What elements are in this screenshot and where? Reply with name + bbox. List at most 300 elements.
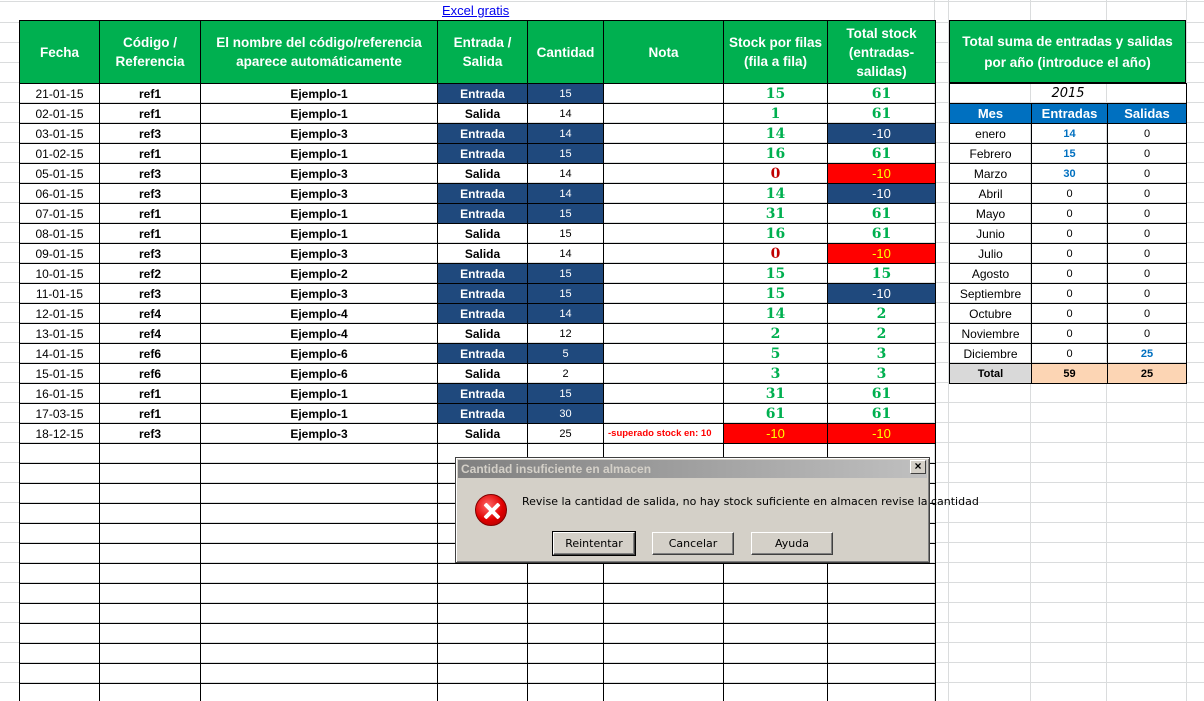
table-row (20, 344, 936, 364)
movimiento-cell[interactable]: Entrada (438, 284, 528, 304)
table-row (20, 424, 936, 444)
nombre-cell[interactable]: Ejemplo-1 (201, 144, 438, 164)
empty-cell[interactable] (828, 684, 936, 701)
header-nota[interactable]: Nota (604, 21, 724, 84)
empty-cell[interactable] (724, 624, 828, 644)
fecha-cell[interactable]: 13-01-15 (20, 324, 100, 344)
cantidad-cell[interactable]: 14 (528, 184, 604, 204)
nota-cell[interactable] (604, 344, 724, 364)
referencia-cell[interactable]: ref3 (100, 164, 201, 184)
total-stock-cell[interactable]: 61 (828, 144, 936, 164)
cantidad-cell[interactable]: 15 (528, 84, 604, 104)
entradas-cell[interactable]: 0 (1032, 184, 1108, 204)
table-row (20, 204, 936, 224)
header-entradas[interactable]: Entradas (1032, 104, 1108, 124)
empty-cell[interactable] (438, 624, 528, 644)
empty-cell[interactable] (20, 644, 100, 664)
fecha-cell[interactable]: 08-01-15 (20, 224, 100, 244)
total-stock-cell[interactable]: 2 (828, 304, 936, 324)
fecha-cell[interactable]: 09-01-15 (20, 244, 100, 264)
month-cell[interactable]: Diciembre (950, 344, 1032, 364)
empty-cell[interactable] (828, 584, 936, 604)
empty-cell[interactable] (201, 544, 438, 564)
month-cell[interactable]: Octubre (950, 304, 1032, 324)
referencia-cell[interactable]: ref1 (100, 104, 201, 124)
referencia-cell[interactable]: ref1 (100, 84, 201, 104)
month-cell[interactable]: Abril (950, 184, 1032, 204)
nombre-cell[interactable]: Ejemplo-2 (201, 264, 438, 284)
movimiento-cell[interactable]: Entrada (438, 264, 528, 284)
movimiento-cell[interactable]: Entrada (438, 184, 528, 204)
movimiento-cell[interactable]: Salida (438, 104, 528, 124)
month-cell[interactable]: Julio (950, 244, 1032, 264)
stock-cell[interactable]: 14 (724, 304, 828, 324)
entradas-cell[interactable]: 0 (1032, 324, 1108, 344)
movimiento-cell[interactable]: Entrada (438, 144, 528, 164)
empty-cell[interactable] (828, 664, 936, 684)
entradas-cell[interactable]: 0 (1032, 304, 1108, 324)
referencia-cell[interactable]: ref3 (100, 244, 201, 264)
empty-cell[interactable] (20, 584, 100, 604)
entradas-cell[interactable]: 14 (1032, 124, 1108, 144)
stock-cell[interactable]: 0 (724, 244, 828, 264)
table-row (20, 124, 936, 144)
nombre-cell[interactable]: Ejemplo-1 (201, 384, 438, 404)
empty-cell[interactable] (20, 604, 100, 624)
table-row (20, 164, 936, 184)
total-stock-cell[interactable]: 61 (828, 104, 936, 124)
fecha-cell[interactable]: 15-01-15 (20, 364, 100, 384)
summary-table (949, 83, 1187, 384)
empty-cell[interactable] (100, 564, 201, 584)
salidas-cell[interactable]: 25 (1108, 344, 1187, 364)
nota-cell[interactable] (604, 264, 724, 284)
cantidad-cell[interactable]: 14 (528, 304, 604, 324)
cantidad-cell[interactable]: 30 (528, 404, 604, 424)
empty-row (20, 584, 936, 604)
total-stock-cell[interactable]: 3 (828, 364, 936, 384)
fecha-cell[interactable]: 21-01-15 (20, 84, 100, 104)
cantidad-cell[interactable]: 15 (528, 284, 604, 304)
header-total-stock[interactable]: Total stock (entradas-salidas) (828, 21, 936, 84)
referencia-cell[interactable]: ref3 (100, 124, 201, 144)
empty-cell[interactable] (724, 584, 828, 604)
month-cell[interactable]: Junio (950, 224, 1032, 244)
empty-row (20, 624, 936, 644)
total-stock-cell[interactable]: -10 (828, 424, 936, 444)
empty-cell[interactable] (528, 584, 604, 604)
empty-row (20, 684, 936, 701)
referencia-cell[interactable]: ref1 (100, 384, 201, 404)
empty-cell[interactable] (20, 444, 100, 464)
empty-cell[interactable] (201, 644, 438, 664)
entradas-cell[interactable]: 0 (1032, 224, 1108, 244)
empty-cell[interactable] (604, 684, 724, 701)
referencia-cell[interactable]: ref1 (100, 204, 201, 224)
stock-cell[interactable]: 31 (724, 204, 828, 224)
stock-cell[interactable]: 16 (724, 224, 828, 244)
stock-cell[interactable]: 1 (724, 104, 828, 124)
fecha-cell[interactable]: 10-01-15 (20, 264, 100, 284)
nota-cell[interactable] (604, 144, 724, 164)
header-movimiento[interactable]: Entrada / Salida (438, 21, 528, 84)
stock-cell[interactable]: 14 (724, 124, 828, 144)
fecha-cell[interactable]: 01-02-15 (20, 144, 100, 164)
movimiento-cell[interactable]: Entrada (438, 384, 528, 404)
total-stock-cell[interactable]: -10 (828, 284, 936, 304)
total-stock-cell[interactable]: 61 (828, 404, 936, 424)
nota-cell[interactable] (604, 124, 724, 144)
nombre-cell[interactable]: Ejemplo-3 (201, 284, 438, 304)
fecha-cell[interactable]: 05-01-15 (20, 164, 100, 184)
empty-cell[interactable] (201, 504, 438, 524)
empty-cell[interactable] (100, 444, 201, 464)
movimiento-cell[interactable]: Salida (438, 244, 528, 264)
month-cell[interactable]: Agosto (950, 264, 1032, 284)
entradas-cell[interactable]: 0 (1032, 204, 1108, 224)
empty-cell[interactable] (604, 624, 724, 644)
referencia-cell[interactable]: ref3 (100, 284, 201, 304)
dialog-title[interactable]: Cantidad insuficiente en almacen (458, 460, 927, 478)
empty-cell[interactable] (724, 604, 828, 624)
cantidad-cell[interactable]: 14 (528, 164, 604, 184)
referencia-cell[interactable]: ref6 (100, 364, 201, 384)
empty-cell[interactable] (100, 524, 201, 544)
fecha-cell[interactable]: 14-01-15 (20, 344, 100, 364)
salidas-cell[interactable]: 0 (1108, 324, 1187, 344)
empty-cell[interactable] (100, 464, 201, 484)
cantidad-cell[interactable]: 12 (528, 324, 604, 344)
fecha-cell[interactable]: 02-01-15 (20, 104, 100, 124)
salidas-cell[interactable]: 0 (1108, 164, 1187, 184)
salidas-cell[interactable]: 0 (1108, 284, 1187, 304)
salidas-cell[interactable]: 0 (1108, 304, 1187, 324)
stock-cell[interactable]: 2 (724, 324, 828, 344)
nombre-cell[interactable]: Ejemplo-1 (201, 84, 438, 104)
month-row (950, 304, 1187, 324)
movimiento-cell[interactable]: Entrada (438, 84, 528, 104)
month-cell[interactable]: Noviembre (950, 324, 1032, 344)
nombre-cell[interactable]: Ejemplo-3 (201, 244, 438, 264)
total-stock-cell[interactable]: -10 (828, 164, 936, 184)
salidas-cell[interactable]: 0 (1108, 244, 1187, 264)
entradas-cell[interactable]: 15 (1032, 144, 1108, 164)
empty-cell[interactable] (828, 604, 936, 624)
nombre-cell[interactable]: Ejemplo-4 (201, 304, 438, 324)
empty-cell[interactable] (20, 664, 100, 684)
empty-row (20, 644, 936, 664)
nombre-cell[interactable]: Ejemplo-4 (201, 324, 438, 344)
empty-cell[interactable] (201, 444, 438, 464)
month-row (950, 204, 1187, 224)
empty-cell[interactable] (20, 464, 100, 484)
fecha-cell[interactable]: 07-01-15 (20, 204, 100, 224)
table-row (20, 284, 936, 304)
stock-cell[interactable]: 3 (724, 364, 828, 384)
help-button[interactable]: Ayuda (751, 532, 833, 555)
cantidad-cell[interactable]: 2 (528, 364, 604, 384)
salidas-cell[interactable]: 0 (1108, 144, 1187, 164)
movimiento-cell[interactable]: Salida (438, 164, 528, 184)
nota-cell[interactable] (604, 364, 724, 384)
nota-cell[interactable]: -superado stock en: 10 (604, 424, 724, 444)
referencia-cell[interactable]: ref3 (100, 424, 201, 444)
nota-cell[interactable] (604, 164, 724, 184)
stock-cell[interactable]: 16 (724, 144, 828, 164)
cantidad-cell[interactable]: 15 (528, 384, 604, 404)
nota-cell[interactable] (604, 324, 724, 344)
empty-cell[interactable] (528, 644, 604, 664)
empty-cell[interactable] (100, 484, 201, 504)
empty-cell[interactable] (438, 564, 528, 584)
empty-cell[interactable] (828, 624, 936, 644)
stock-cell[interactable]: 14 (724, 184, 828, 204)
empty-cell[interactable] (20, 484, 100, 504)
empty-cell[interactable] (201, 664, 438, 684)
fecha-cell[interactable]: 06-01-15 (20, 184, 100, 204)
nota-cell[interactable] (604, 84, 724, 104)
movimiento-cell[interactable]: Salida (438, 324, 528, 344)
entradas-cell[interactable]: 0 (1032, 344, 1108, 364)
inventory-table (19, 20, 936, 701)
nombre-cell[interactable]: Ejemplo-1 (201, 404, 438, 424)
header-codigo[interactable]: Código / Referencia (100, 21, 201, 84)
movimiento-cell[interactable]: Entrada (438, 204, 528, 224)
empty-cell[interactable] (604, 604, 724, 624)
month-row (950, 284, 1187, 304)
empty-cell[interactable] (20, 524, 100, 544)
entradas-cell[interactable]: 30 (1032, 164, 1108, 184)
stock-cell[interactable]: 31 (724, 384, 828, 404)
cantidad-cell[interactable]: 14 (528, 104, 604, 124)
stock-cell[interactable]: -10 (724, 424, 828, 444)
referencia-cell[interactable]: ref6 (100, 344, 201, 364)
month-row (950, 244, 1187, 264)
movimiento-cell[interactable]: Entrada (438, 124, 528, 144)
month-cell[interactable]: enero (950, 124, 1032, 144)
movimiento-cell[interactable]: Entrada (438, 344, 528, 364)
empty-cell[interactable] (201, 484, 438, 504)
referencia-cell[interactable]: ref4 (100, 324, 201, 344)
empty-row (20, 664, 936, 684)
total-stock-cell[interactable]: 2 (828, 324, 936, 344)
total-stock-cell[interactable]: 15 (828, 264, 936, 284)
month-cell[interactable]: Septiembre (950, 284, 1032, 304)
empty-cell[interactable] (201, 524, 438, 544)
nombre-cell[interactable]: Ejemplo-6 (201, 344, 438, 364)
nota-cell[interactable] (604, 224, 724, 244)
header-cantidad[interactable]: Cantidad (528, 21, 604, 84)
cantidad-cell[interactable]: 5 (528, 344, 604, 364)
nombre-cell[interactable]: Ejemplo-3 (201, 424, 438, 444)
referencia-cell[interactable]: ref1 (100, 404, 201, 424)
summary-title[interactable]: Total suma de entradas y salidas por año (introduce el año) (949, 20, 1186, 83)
empty-cell[interactable] (528, 604, 604, 624)
nota-cell[interactable] (604, 204, 724, 224)
cantidad-cell[interactable]: 15 (528, 204, 604, 224)
total-stock-cell[interactable]: -10 (828, 244, 936, 264)
month-row (950, 344, 1187, 364)
fecha-cell[interactable]: 12-01-15 (20, 304, 100, 324)
table-row (20, 384, 936, 404)
entradas-cell[interactable]: 0 (1032, 244, 1108, 264)
cantidad-cell[interactable]: 15 (528, 144, 604, 164)
nota-cell[interactable] (604, 244, 724, 264)
empty-cell[interactable] (438, 584, 528, 604)
empty-cell[interactable] (20, 504, 100, 524)
entradas-cell[interactable]: 0 (1032, 284, 1108, 304)
total-stock-cell[interactable]: 61 (828, 204, 936, 224)
stock-cell[interactable]: 61 (724, 404, 828, 424)
referencia-cell[interactable]: ref3 (100, 184, 201, 204)
month-row (950, 124, 1187, 144)
empty-cell[interactable] (724, 664, 828, 684)
total-stock-cell[interactable]: -10 (828, 124, 936, 144)
empty-cell[interactable] (438, 684, 528, 701)
entradas-cell[interactable]: 0 (1032, 264, 1108, 284)
empty-cell[interactable] (828, 644, 936, 664)
empty-cell[interactable] (528, 684, 604, 701)
cantidad-cell[interactable]: 15 (528, 264, 604, 284)
empty-cell[interactable] (20, 684, 100, 701)
fecha-cell[interactable]: 17-03-15 (20, 404, 100, 424)
nombre-cell[interactable]: Ejemplo-1 (201, 224, 438, 244)
cantidad-cell[interactable]: 14 (528, 244, 604, 264)
referencia-cell[interactable]: ref4 (100, 304, 201, 324)
empty-cell[interactable] (20, 544, 100, 564)
salidas-cell[interactable]: 0 (1108, 124, 1187, 144)
empty-cell[interactable] (438, 604, 528, 624)
total-entradas[interactable]: 59 (1032, 364, 1108, 384)
empty-cell[interactable] (100, 504, 201, 524)
header-fecha[interactable]: Fecha (20, 21, 100, 84)
total-stock-cell[interactable]: 61 (828, 224, 936, 244)
nota-cell[interactable] (604, 184, 724, 204)
empty-cell[interactable] (201, 564, 438, 584)
referencia-cell[interactable]: ref1 (100, 144, 201, 164)
empty-cell[interactable] (724, 564, 828, 584)
empty-cell[interactable] (201, 584, 438, 604)
nota-cell[interactable] (604, 384, 724, 404)
empty-cell[interactable] (100, 604, 201, 624)
salidas-cell[interactable]: 0 (1108, 224, 1187, 244)
fecha-cell[interactable]: 18-12-15 (20, 424, 100, 444)
cantidad-cell[interactable]: 25 (528, 424, 604, 444)
empty-cell[interactable] (604, 644, 724, 664)
empty-cell[interactable] (100, 584, 201, 604)
header-nombre[interactable]: El nombre del código/referencia aparece automáticamente (201, 21, 438, 84)
table-row (20, 324, 936, 344)
salidas-cell[interactable]: 0 (1108, 204, 1187, 224)
cantidad-cell[interactable]: 15 (528, 224, 604, 244)
fecha-cell[interactable]: 16-01-15 (20, 384, 100, 404)
year-input-cell[interactable]: 2015 (950, 84, 1187, 104)
header-mes[interactable]: Mes (950, 104, 1032, 124)
nota-cell[interactable] (604, 284, 724, 304)
stock-cell[interactable]: 5 (724, 344, 828, 364)
stock-cell[interactable]: 15 (724, 264, 828, 284)
total-stock-cell[interactable]: 61 (828, 384, 936, 404)
movimiento-cell[interactable]: Entrada (438, 404, 528, 424)
header-stock-filas[interactable]: Stock por filas (fila a fila) (724, 21, 828, 84)
total-stock-cell[interactable]: -10 (828, 184, 936, 204)
nombre-cell[interactable]: Ejemplo-1 (201, 204, 438, 224)
total-label[interactable]: Total (950, 364, 1032, 384)
stock-cell[interactable]: 15 (724, 284, 828, 304)
nota-cell[interactable] (604, 104, 724, 124)
empty-cell[interactable] (604, 564, 724, 584)
total-stock-cell[interactable]: 3 (828, 344, 936, 364)
nombre-cell[interactable]: Ejemplo-1 (201, 104, 438, 124)
empty-cell[interactable] (100, 684, 201, 701)
empty-cell[interactable] (438, 644, 528, 664)
month-cell[interactable]: Marzo (950, 164, 1032, 184)
empty-cell[interactable] (724, 644, 828, 664)
fecha-cell[interactable]: 11-01-15 (20, 284, 100, 304)
salidas-cell[interactable]: 0 (1108, 264, 1187, 284)
empty-cell[interactable] (604, 584, 724, 604)
empty-cell[interactable] (604, 664, 724, 684)
month-cell[interactable]: Febrero (950, 144, 1032, 164)
empty-cell[interactable] (100, 624, 201, 644)
total-salidas[interactable]: 25 (1108, 364, 1187, 384)
empty-cell[interactable] (438, 664, 528, 684)
nota-cell[interactable] (604, 404, 724, 424)
nota-cell[interactable] (604, 304, 724, 324)
nombre-cell[interactable]: Ejemplo-6 (201, 364, 438, 384)
empty-cell[interactable] (20, 564, 100, 584)
referencia-cell[interactable]: ref2 (100, 264, 201, 284)
nombre-cell[interactable]: Ejemplo-3 (201, 164, 438, 184)
stock-cell[interactable]: 0 (724, 164, 828, 184)
excel-gratis-link[interactable]: Excel gratis (442, 3, 510, 18)
close-icon[interactable]: × (910, 460, 926, 474)
empty-cell[interactable] (20, 624, 100, 644)
cantidad-cell[interactable]: 14 (528, 124, 604, 144)
empty-row (20, 564, 936, 584)
empty-cell[interactable] (201, 464, 438, 484)
empty-cell[interactable] (201, 604, 438, 624)
fecha-cell[interactable]: 03-01-15 (20, 124, 100, 144)
empty-cell[interactable] (828, 564, 936, 584)
empty-row (20, 604, 936, 624)
movimiento-cell[interactable]: Salida (438, 364, 528, 384)
total-stock-cell[interactable]: 61 (828, 84, 936, 104)
empty-cell[interactable] (528, 564, 604, 584)
month-cell[interactable]: Mayo (950, 204, 1032, 224)
referencia-cell[interactable]: ref1 (100, 224, 201, 244)
nombre-cell[interactable]: Ejemplo-3 (201, 184, 438, 204)
empty-cell[interactable] (724, 684, 828, 701)
stock-cell[interactable]: 15 (724, 84, 828, 104)
table-row (20, 364, 936, 384)
empty-cell[interactable] (201, 624, 438, 644)
retry-button[interactable]: Reintentar (553, 532, 635, 555)
empty-cell[interactable] (100, 544, 201, 564)
empty-cell[interactable] (528, 624, 604, 644)
cancel-button[interactable]: Cancelar (652, 532, 734, 555)
salidas-cell[interactable]: 0 (1108, 184, 1187, 204)
empty-cell[interactable] (100, 664, 201, 684)
movimiento-cell[interactable]: Salida (438, 424, 528, 444)
nombre-cell[interactable]: Ejemplo-3 (201, 124, 438, 144)
movimiento-cell[interactable]: Entrada (438, 304, 528, 324)
header-salidas[interactable]: Salidas (1108, 104, 1187, 124)
empty-cell[interactable] (201, 684, 438, 701)
empty-cell[interactable] (528, 664, 604, 684)
movimiento-cell[interactable]: Salida (438, 224, 528, 244)
empty-cell[interactable] (100, 644, 201, 664)
